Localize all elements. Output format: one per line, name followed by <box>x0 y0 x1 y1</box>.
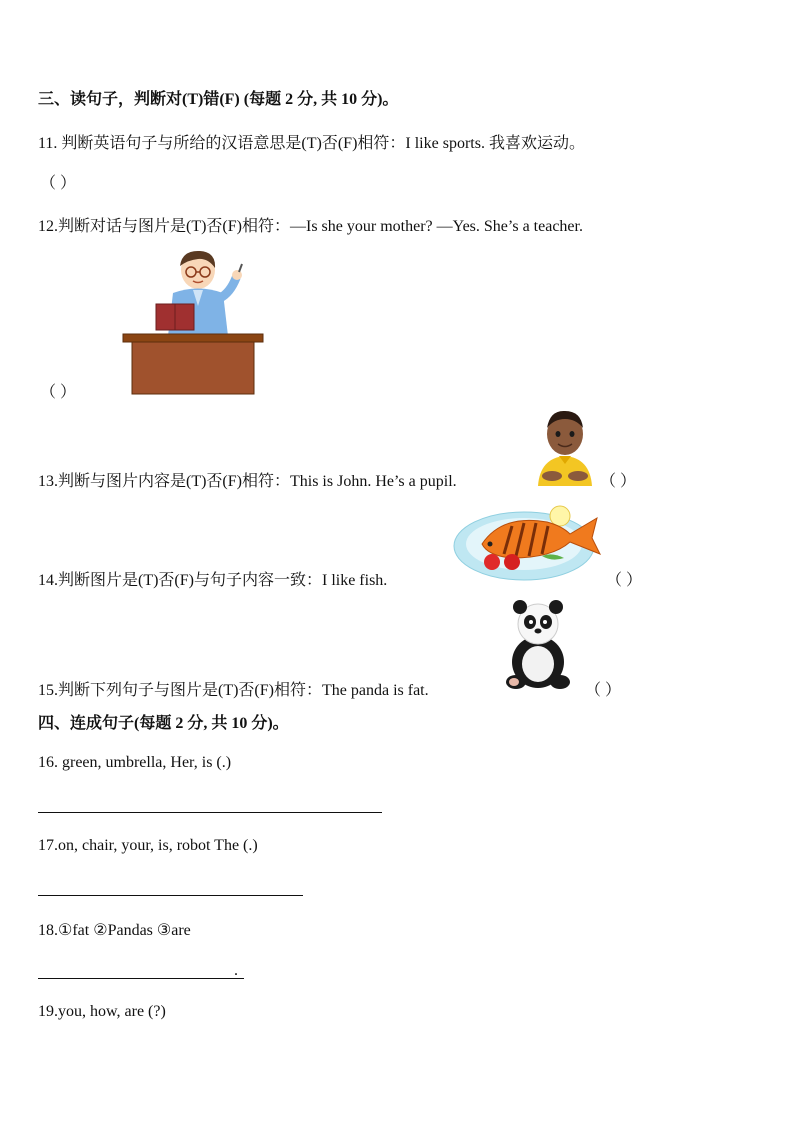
answer-line-18[interactable] <box>38 978 244 979</box>
panda-image <box>502 598 572 692</box>
question-13: 13.判断与图片内容是(T)否(F)相符：This is John. He’s a pupil. <box>38 473 457 490</box>
question-14: 14.判断图片是(T)否(F)与句子内容一致：I like fish. <box>38 572 388 589</box>
section-3-heading: 三、读句子，判断对(T)错(F) (每题 2 分, 共 10 分)。 <box>38 91 399 108</box>
answer-line-18-period: . <box>234 962 238 979</box>
question-11: 11. 判断英语句子与所给的汉语意思是(T)否(F)相符：I like sports. 我喜欢运动。 <box>38 135 585 152</box>
answer-blank-11[interactable]: （ ） <box>40 175 77 192</box>
question-15: 15.判断下列句子与图片是(T)否(F)相符：The panda is fat. <box>38 682 429 699</box>
teacher-at-desk-image <box>118 248 268 398</box>
boy-john-image <box>532 406 598 486</box>
fish-plate-image <box>452 496 604 584</box>
answer-blank-14[interactable]: （ ） <box>606 572 643 589</box>
question-19: 19.you, how, are (?) <box>38 1003 166 1020</box>
answer-blank-13[interactable]: （ ） <box>600 473 637 490</box>
answer-blank-15[interactable]: （ ） <box>585 682 622 699</box>
answer-line-16[interactable] <box>38 812 382 813</box>
question-12: 12.判断对话与图片是(T)否(F)相符：—Is she your mother? —Yes. She’s a teacher. <box>38 218 583 235</box>
answer-blank-12[interactable]: （ ） <box>40 384 77 401</box>
question-16: 16. green, umbrella, Her, is (.) <box>38 754 232 771</box>
answer-line-17[interactable] <box>38 895 303 896</box>
question-18: 18.①fat ②Pandas ③are <box>38 922 191 939</box>
question-17: 17.on, chair, your, is, robot The (.) <box>38 837 258 854</box>
section-4-heading: 四、连成句子(每题 2 分, 共 10 分)。 <box>38 715 289 732</box>
